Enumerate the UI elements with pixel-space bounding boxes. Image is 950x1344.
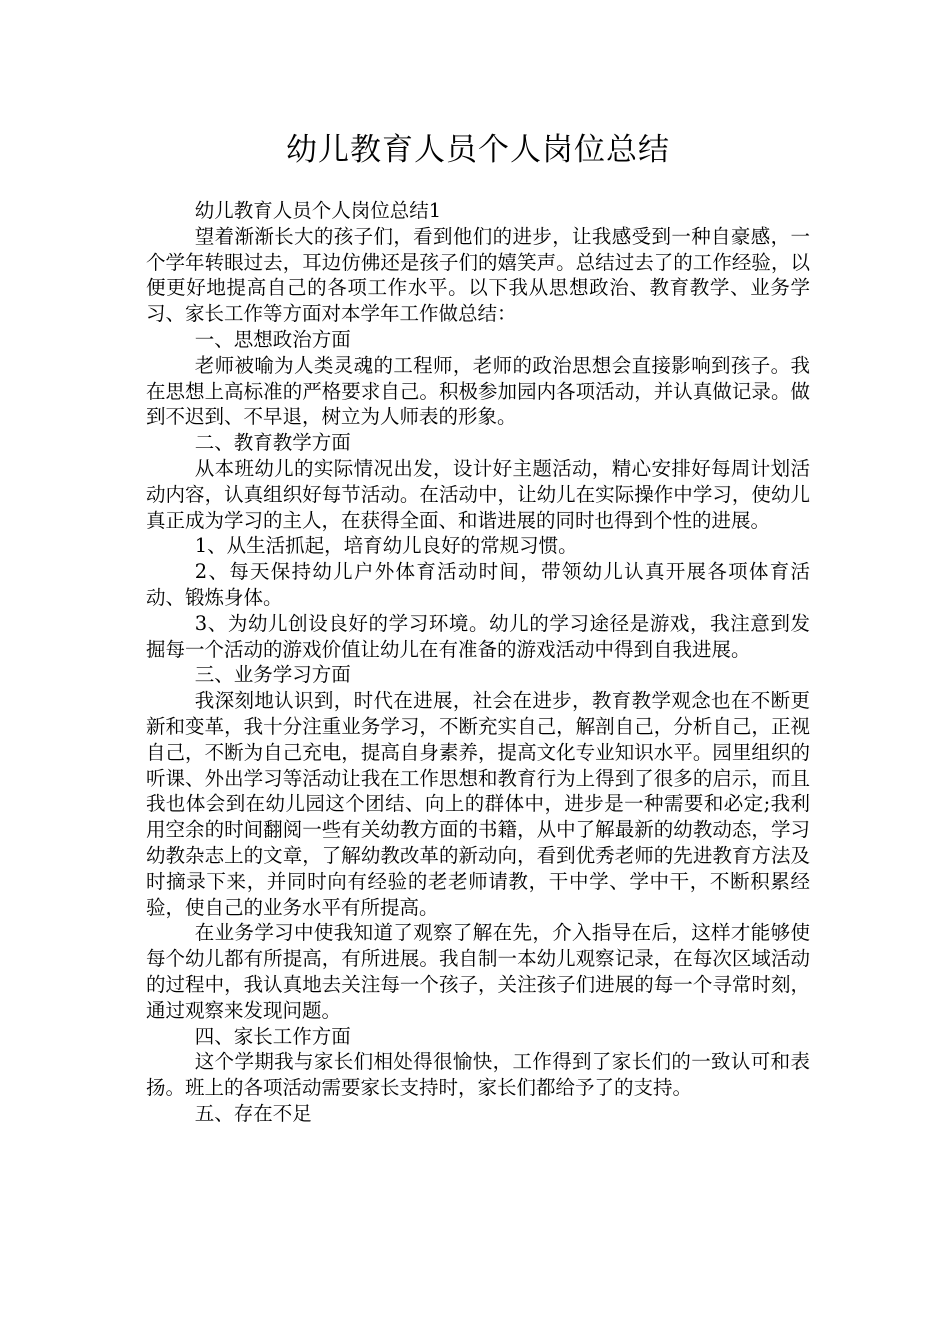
document-title: 幼儿教育人员个人岗位总结 [286,132,670,168]
politics-paragraph: 老师被喻为人类灵魂的工程师，老师的政治思想会直接影响到孩子。我在思想上高标准的严格要求自己。积极参加园内各项活动，并认真做记录。做到不迟到、不早退，树立为人师表的形象。 [146,353,810,429]
study-paragraph-2: 在业务学习中使我知道了观察了解在先，介入指导在后，这样才能够使每个幼儿都有所提高，有所进展。我自制一本幼儿观察记录，在每次区域活动的过程中，我认真地去关注每一个孩子，关注孩子们进展的每一个寻常时刻，通过观察来发现问题。 [146,921,810,1022]
parents-paragraph: 这个学期我与家长们相处得很愉快，工作得到了家长们的一致认可和表扬。班上的各项活动需要家长支持时，家长们都给予了的支持。 [146,1050,810,1100]
teaching-paragraph: 从本班幼儿的实际情况出发，设计好主题活动，精心安排好每周计划活动内容，认真组织好每节活动。在活动中，让幼儿在实际操作中学习，使幼儿真正成为学习的主人，在获得全面、和谐进展的同时也得到个性的进展。 [146,456,810,532]
section-heading-teaching: 二、教育教学方面 [194,431,351,455]
section-heading-shortcomings: 五、存在不足 [194,1101,312,1125]
section-heading-parents: 四、家长工作方面 [194,1024,351,1048]
document-body [146,198,810,1127]
document-page [146,128,810,1127]
study-paragraph-1: 我深刻地认识到，时代在进展，社会在进步，教育教学观念也在不断更新和变革，我十分注重业务学习，不断充实自己，解剖自己，分析自己，正视自己，不断为自己充电，提高自身素养，提高文化专业知识水平。园里组织的听课、外出学习等活动让我在工作思想和教育行为上得到了很多的启示，而且我也体会到在幼儿园这个团结、向上的群体中，进步是一种需要和必定;我利用空余的时间翻阅一些有关幼教方面的书籍，从中了解最新的幼教动态，学习幼教杂志上的文章，了解幼教改革的新动向，看到优秀老师的先进教育方法及时摘录下来，并同时向有经验的老老师请教，干中学、学中干，不断积累经验，使自己的业务水平有所提高。 [146,689,810,919]
section-heading-politics: 一、思想政治方面 [194,327,351,351]
intro-paragraph: 望着渐渐长大的孩子们，看到他们的进步，让我感受到一种自豪感，一个学年转眼过去，耳边仿佛还是孩子们的嬉笑声。总结过去了的工作经验，以便更好地提高自己的各项工作水平。以下我从思想政治、教育教学、业务学习、家长工作等方面对本学年工作做总结： [146,224,810,326]
teaching-item-2: 2、每天保持幼儿户外体育活动时间，带领幼儿认真开展各项体育活动、锻炼身体。 [146,560,810,609]
teaching-item-1: 1、从生活抓起，培育幼儿良好的常规习惯。 [194,534,578,558]
section-heading-study: 三、业务学习方面 [194,663,351,687]
subtitle-paragraph: 幼儿教育人员个人岗位总结1 [194,199,442,222]
teaching-item-3: 3、为幼儿创设良好的学习环境。幼儿的学习途径是游戏，我注意到发掘每一个活动的游戏价值让幼儿在有准备的游戏活动中得到自我进展。 [146,611,810,661]
